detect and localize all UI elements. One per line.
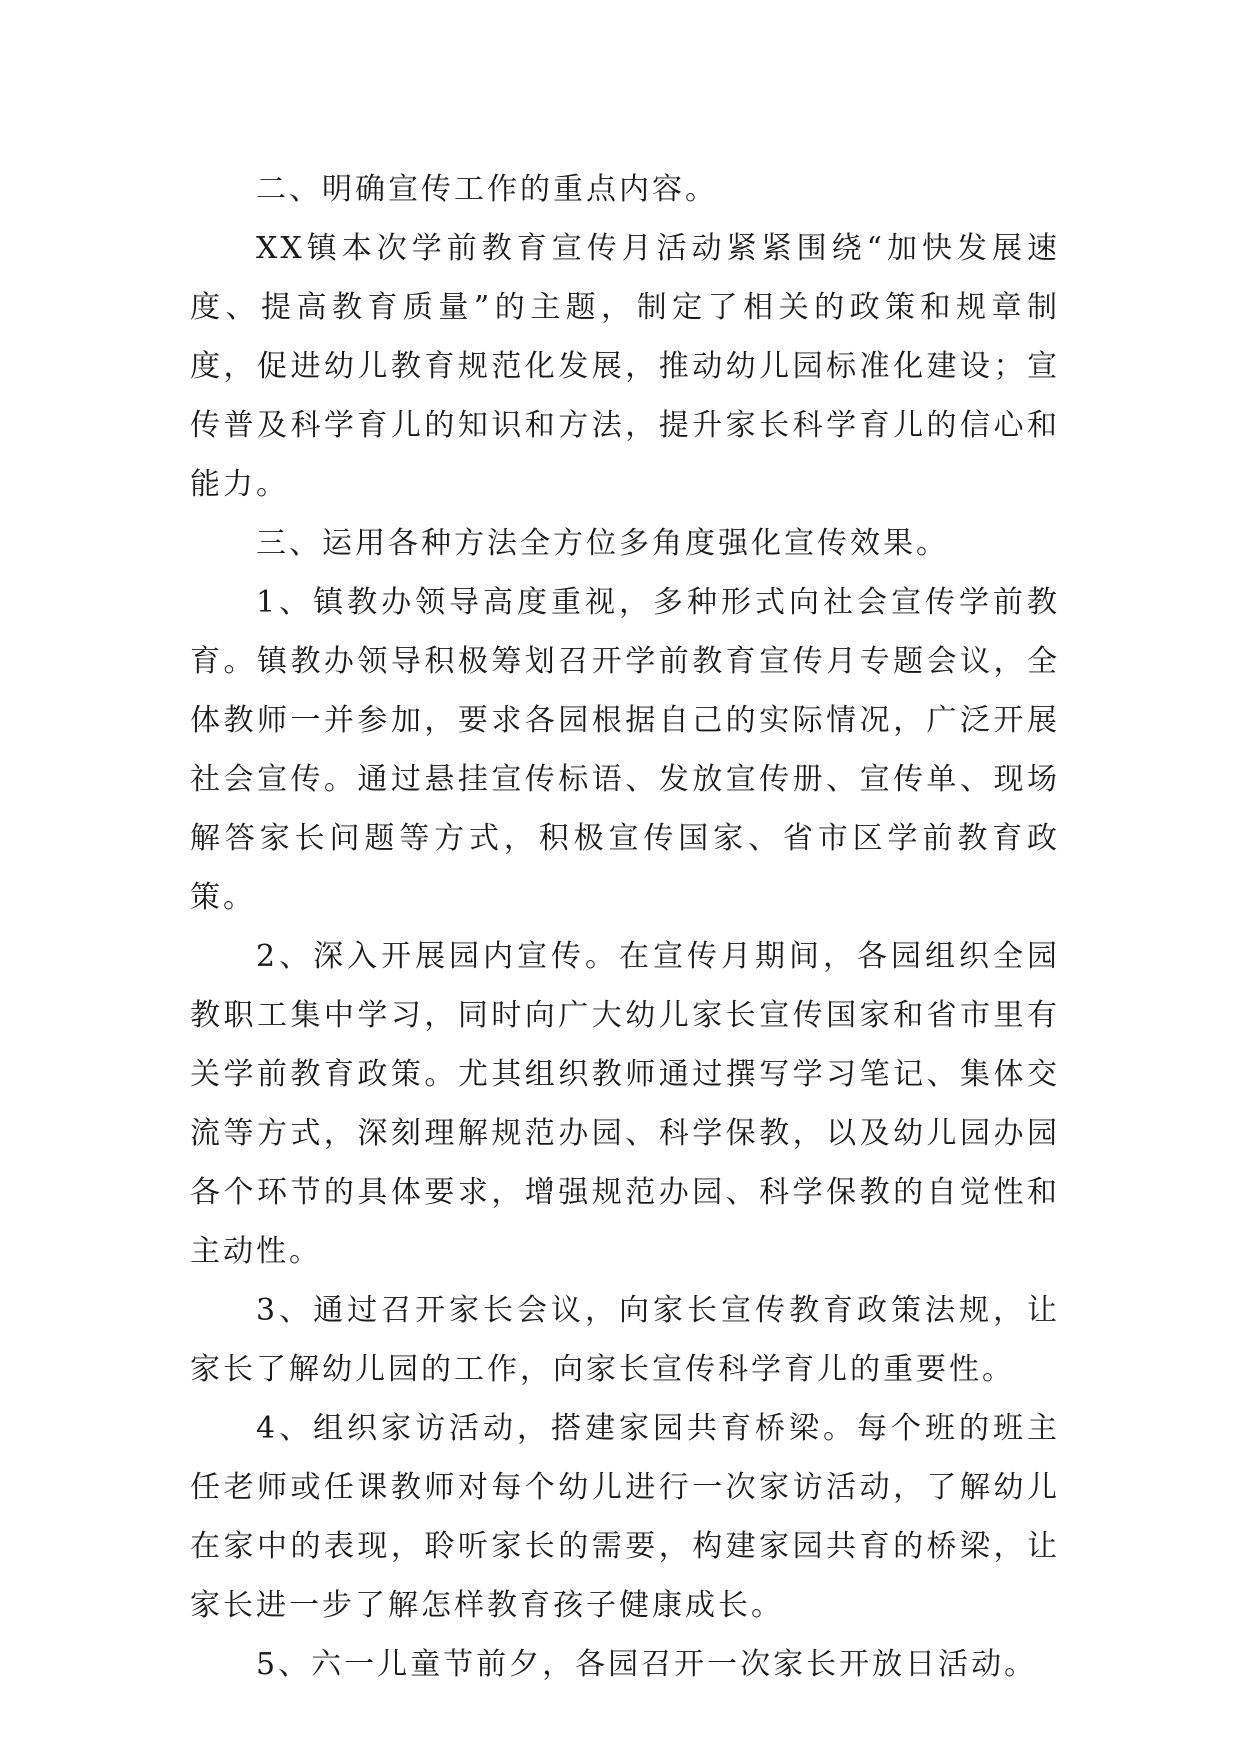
list-item-2: 2、深入开展园内宣传。在宣传月期间，各园组织全园教职工集中学习，同时向广大幼儿家长宣传国家和省市里有关学前教育政策。尤其组织教师通过撰写学习笔记、集体交流等方式，深刻理解规范办园、科学保教，以及幼儿园办园各个环节的具体要求，增强规范办园、科学保教的自觉性和主动性。 bbox=[190, 939, 1060, 1269]
list-item-1: 1、镇教办领导高度重视，多种形式向社会宣传学前教育。镇教办领导积极筹划召开学前教育宣传月专题会议，全体教师一并参加，要求各园根据自己的实际情况，广泛开展社会宣传。通过悬挂宣传标语、发放宣传册、宣传单、现场解答家长问题等方式，积极宣传国家、省市区学前教育政策。 bbox=[190, 585, 1060, 915]
list-item-4: 4、组织家访活动，搭建家园共育桥梁。每个班的班主任老师或任课教师对每个幼儿进行一次家访活动，了解幼儿在家中的表现，聆听家长的需要，构建家园共育的桥梁，让家长进一步了解怎样教育孩子健康成长。 bbox=[190, 1411, 1060, 1623]
document-body bbox=[190, 160, 1060, 1694]
paragraph-theme: XX镇本次学前教育宣传月活动紧紧围绕“加快发展速度、提高教育质量”的主题，制定了相关的政策和规章制度，促进幼儿教育规范化发展，推动幼儿园标准化建设；宣传普及科学育儿的知识和方法，提升家长科学育儿的信心和能力。 bbox=[190, 231, 1060, 502]
section-heading-2: 二、明确宣传工作的重点内容。 bbox=[256, 172, 718, 207]
list-item-3: 3、通过召开家长会议，向家长宣传教育政策法规，让家长了解幼儿园的工作，向家长宣传科学育儿的重要性。 bbox=[190, 1293, 1060, 1387]
list-item-5: 5、六一儿童节前夕，各园召开一次家长开放日活动。 bbox=[256, 1647, 1038, 1682]
section-heading-3: 三、运用各种方法全方位多角度强化宣传效果。 bbox=[256, 526, 949, 561]
